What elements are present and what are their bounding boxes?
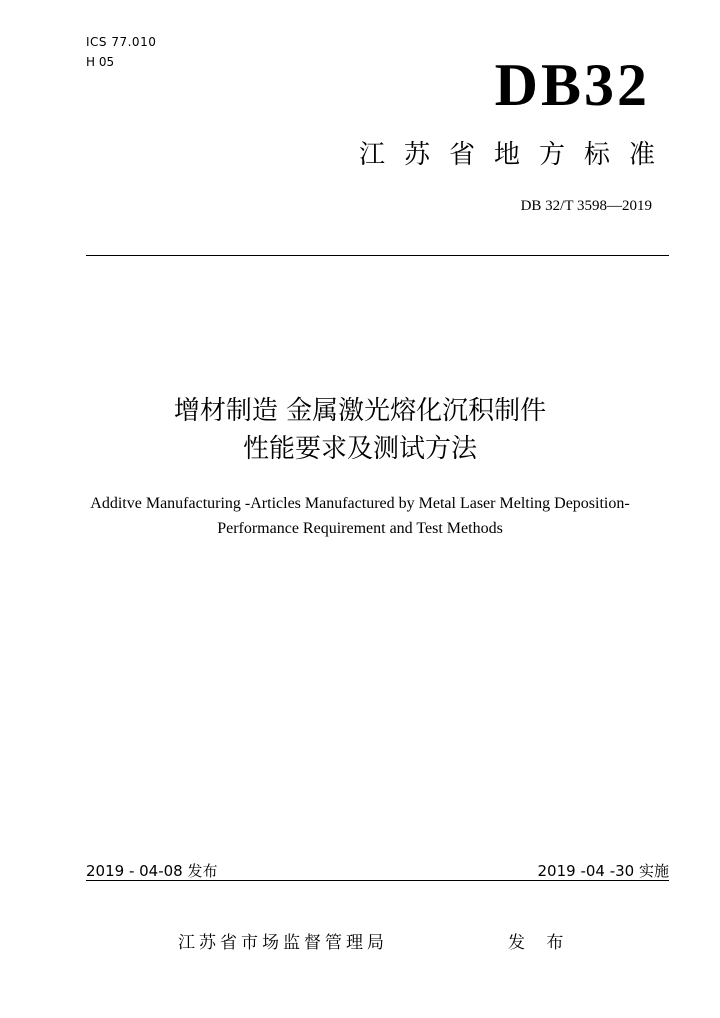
implementation-date: 2019 -04 -30 实施 <box>537 862 669 880</box>
issuing-authority: 江苏省市场监督管理局 <box>178 933 388 953</box>
standard-type-title: 江苏省地方标准 <box>358 140 674 170</box>
title-en-line-1: Additve Manufacturing -Articles Manufactured by Metal Laser Melting Deposition- <box>90 495 630 512</box>
title-cn-line-2: 性能要求及测试方法 <box>242 434 477 464</box>
title-en-line-2: Performance Requirement and Test Methods <box>217 520 503 537</box>
standard-number: DB 32/T 3598—2019 <box>520 198 652 214</box>
document-title-cn <box>0 392 720 468</box>
classification-code: H 05 <box>86 55 115 69</box>
top-divider <box>86 255 669 256</box>
document-title-en <box>0 491 720 541</box>
issue-date: 2019 - 04-08 发布 <box>86 862 218 880</box>
title-cn-line-1: 增材制造 金属激光熔化沉积制件 <box>173 396 547 426</box>
publish-label: 发 布 <box>508 933 572 953</box>
ics-code: ICS 77.010 <box>86 35 157 49</box>
db-mark: DB32 <box>494 52 650 118</box>
bottom-divider <box>86 880 669 881</box>
